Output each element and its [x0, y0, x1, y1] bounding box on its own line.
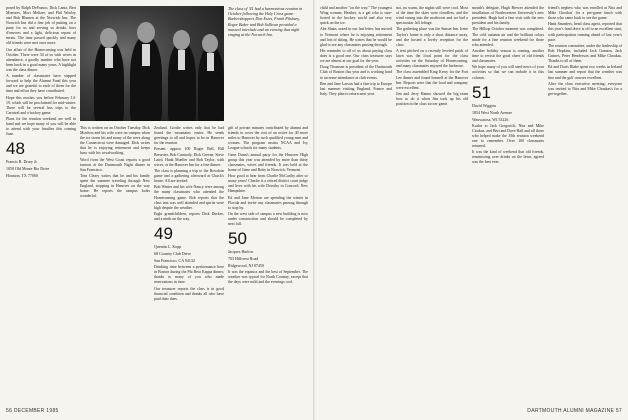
photo-shirt: [105, 48, 113, 68]
paragraph: Hank Saunders, head class agent, reported that this year's fund drive is off to an excellent start, with participation running ahead of last year's pace.: [548, 22, 622, 42]
photo-shirt: [207, 53, 214, 71]
correspondent-name: Jacques Harlow: [228, 249, 254, 255]
paragraph: Doug Thomsen is president of the Dartmouth Club of Boston this year and is working hard to increase attendance at club events.: [320, 65, 392, 80]
paragraph: gift of private minutes contributed by alumni and friends to cover the cost of an active for 40 more miles to Hanover by such qualified young men and women. The program assists NCAA and Ivy League schools for many students.: [228, 126, 308, 151]
paragraph: A tent pitched on a recently leveled patch of lawn was the focal point for the class activities on the Saturday of Homecoming, and many classmates enjoyed the barbecue.: [396, 48, 468, 69]
paragraph: Eight grandchildren, reports Dick Durkee, and a ninth on the way.: [154, 211, 224, 221]
paragraph: posed by Ralph DeFranco, Dick Lantz, Bert Monsees, Mort Meltzer, and Phil Wooley and Bob Blumen at the Norwich Inn. The Norwich Inn did a fine job of putting on a party for us and serving us drinks, hors d'oeuvres and a light, delicious repast of meats. The time passed quickly and many old friends were met once more.: [6, 6, 76, 46]
paragraph: not, no warm, the nights still were cool. Most of the time the skies were cloudless, and the wind swung into the northwest and we had a spectacular fall foliage.: [396, 6, 468, 26]
class-number-51: 51: [472, 82, 491, 102]
paragraph: It was the kind of weekend that old friends, reminiscing over drinks on the lawn, agreed was the best ever.: [472, 150, 544, 165]
page-gutter: [313, 0, 315, 420]
paragraph: Plans for the reunion weekend are well in hand and we hope many of you will be able to attend with your families this coming June.: [6, 117, 76, 137]
paragraph: Gene Dunn's annual party for the Hanover High group this year was attended by more than thirty classmates, wives and friends. It was held at the home of Gene and Betty in Norwich, Vermont.: [228, 152, 308, 172]
correspondent-city: Ridgewood, NJ 07450: [228, 263, 264, 269]
paragraph: Bob Winter and his wife Nancy were among the many classmates who attended the Homecoming game. Bob reports that the class tent was well attended and spirits were high despite the weather.: [154, 185, 224, 210]
paragraph: Kudos to Jack Gregorich, Nita and Mike Cirokus, and Bert and Dave Hall and all those who helped make the 35th reunion weekend one to remember. Over 100 classmates returned.: [472, 123, 544, 148]
photo-face: [100, 28, 117, 48]
correspondent-street: 1050 Old Monte Rio Drive: [6, 166, 50, 172]
paragraph: The Hilltop October moment was completed. The cold autumn air and the brilliant colors made for a fine reunion weekend for those who attended.: [472, 27, 544, 47]
paragraph: Zealand. Gordie writes only that he had found the mountains easier. He sends greetings to all and hopes to be in Hanover for the reunion.: [154, 126, 224, 146]
left-column-3: [154, 126, 224, 404]
reunion-photo: [80, 6, 224, 121]
class-number-50: 50: [228, 229, 247, 249]
paragraph: Hope this reaches you before February 14-19, which will be proclaimed for mid-winter. There will be several bus trips to the Carnival and a hockey game.: [6, 95, 76, 115]
paragraph: The class assembled King Kerry for the Fort Lee dinner and found himself at the Hanover Inn. Reports were that the food and company were excellent.: [396, 70, 468, 90]
paragraph: The reunion committee, under the leadership of Bob Hopkins, included Jack Gannon, Jack Grimes, Peter Henderson and Mike Choukas. Thanks to all of them.: [548, 43, 622, 64]
photo-face: [202, 34, 218, 53]
paragraph: Ed and Jane Morton are spending the winter in Florida and invite any classmates passing through to stop by.: [228, 195, 308, 210]
correspondent-city: San Francisco, CA 94132: [154, 258, 195, 264]
paragraph: It was the equinox and the best of September. The weather was typical for North Country, except that the days were mild and the evenings cool.: [228, 270, 308, 285]
class-number-49: 49: [154, 224, 173, 244]
paragraph: friend's nephew who was enrolled at Nita and Mike Choukas' for a pre-game lunch with those who came back to see the game.: [548, 6, 622, 21]
paragraph: We hope many of you will send news of your activities so that we can include it in this column.: [472, 65, 544, 80]
paragraph: Drinking time between a performance here in Boston during the Phi Beta Kappa dinner, thanks to many of you who made reservations in time.: [154, 265, 224, 285]
left-column-2: [80, 126, 150, 404]
page-footer-right: DARTMOUTH ALUMNI MAGAZINE 57: [527, 408, 622, 414]
right-column-4: [548, 6, 622, 404]
correspondent-city: Houston, TX 77060: [6, 173, 38, 179]
left-column-4: [228, 126, 308, 404]
photo-face: [173, 30, 190, 50]
page-footer-left: 56 DECEMBER 1985: [6, 408, 59, 414]
paragraph: His reminder to all of us about paying class dues is a good one. Our class treasurer says we are almost at our goal for the year.: [320, 48, 392, 64]
paragraph: Ben and Jane Larson had a fine trip to Europe last summer visiting England, France and Italy. They plan to return next year.: [320, 81, 392, 96]
paragraph: After the class executive meeting, everyone was invited to Nita and Mike Choukas's for a get-together.: [548, 81, 622, 96]
correspondent-street: 68 Country Club Drive: [154, 251, 191, 257]
correspondent-city: Wauwatosa, WI 53226: [472, 116, 509, 122]
class-number-48: 48: [6, 139, 25, 159]
paragraph: This is written on an October Tuesday. Dick Moulton and his wife were on campus when the ice storm hit and many of the trees along the Connecticut were damaged. Dick writes that he is enjoying retirement and keeps busy with his woodworking.: [80, 126, 150, 156]
right-column-3: [472, 6, 544, 404]
photo-caption: The class of '41 had a harmonious reunion in October following the Holy Cross game: Barbershoppers Don Estes, Frank Pilsbury, Roger Baker and Bob Sullivan provided a musical interlude and an evening that night singing at the Norwich Inn.: [228, 6, 303, 38]
paragraph: The class is planning a trip to the Bowdoin game and a gathering afterward at Chuck's house. All are invited.: [154, 168, 224, 184]
paragraph: Another holiday season is coming, another time to revisit the good cheer of old friends and classmates.: [472, 48, 544, 64]
paragraph: Our treasurer reports the class is in good financial condition and thanks all who have paid their dues.: [154, 286, 224, 301]
correspondent-name: David Wiggins: [472, 102, 497, 108]
paragraph: Present: approx 100 Roger Bell, Bill Brewster, Bob Carmody, Dick Greene, Steve Laird, Hank Mueller and Bob Taylor, with wives, at the Hanover Inn for a fine dinner.: [154, 147, 224, 167]
correspondent-street: 703 Hillcrest Road: [228, 256, 259, 262]
correspondent-name: Francis R. Drury Jr.: [6, 159, 38, 165]
paragraph: Ed and Doris Blake spent two weeks in Ireland last summer and report that the weather was fine and the golf courses excellent.: [548, 65, 622, 80]
paragraph: Our affair of the Homecoming was held in October. There were 34 of us with wives in attendance, a goodly number who have not been back in a good many years. A highlight was the class dinner.: [6, 47, 76, 72]
photo-shirt: [178, 50, 185, 70]
paragraph: The gathering place was the Sunset Inn. Irene Taylor's home is only a short distance away, and she hosted a lovely reception for the class.: [396, 27, 468, 47]
left-column-1: [6, 6, 76, 404]
paragraph: Tom Cleary writes that he and his family spent the summer traveling through New England, stopping in Hanover on the way home. He reports the campus looks wonderful.: [80, 174, 150, 199]
right-column-1: [320, 6, 392, 404]
photo-face: [137, 22, 155, 43]
paragraph: A number of classmates have stepped forward to help the Alumni Fund this year and we are grateful to each of them for the time and effort they have contributed.: [6, 74, 76, 94]
correspondent-street: 1854 West North Avenue: [472, 109, 513, 115]
paragraph: child and another "on the way." The youngest Wing woman, Heather, is a gal who is sure-footed in the hockey world and also very quick on the ice.: [320, 6, 392, 26]
paragraph: Jim and Jerry Hanno showed the big team how to do it when Jim took up his old position in the class soccer game.: [396, 91, 468, 107]
paragraph: Abe Shain, noted in our last letter, has moved to Vermont where he is enjoying retirement and lots of skiing. He writes that he would be glad to see any classmates passing through.: [320, 27, 392, 47]
paragraph: month's delegate, Hugh Brewer attended the installation of Northwestern University's new president. Hugh had a fine visit with the new president and his family.: [472, 6, 544, 26]
photo-shirt: [142, 44, 150, 66]
paragraph: How good to hear from Charlie McCarthy after so many years! Charlie is a retired district court judge and lives with his wife Dorothy in Concord, New Hampshire.: [228, 174, 308, 194]
correspondent-name: Quentin L. Kopp: [154, 244, 182, 250]
paragraph: On the west side of campus a new building is now under construction and should be completed by next fall.: [228, 211, 308, 227]
right-column-2: [396, 6, 468, 404]
paragraph: Word from the West Coast reports a good turnout at the Dartmouth Night dinner in San Francisco.: [80, 157, 150, 172]
